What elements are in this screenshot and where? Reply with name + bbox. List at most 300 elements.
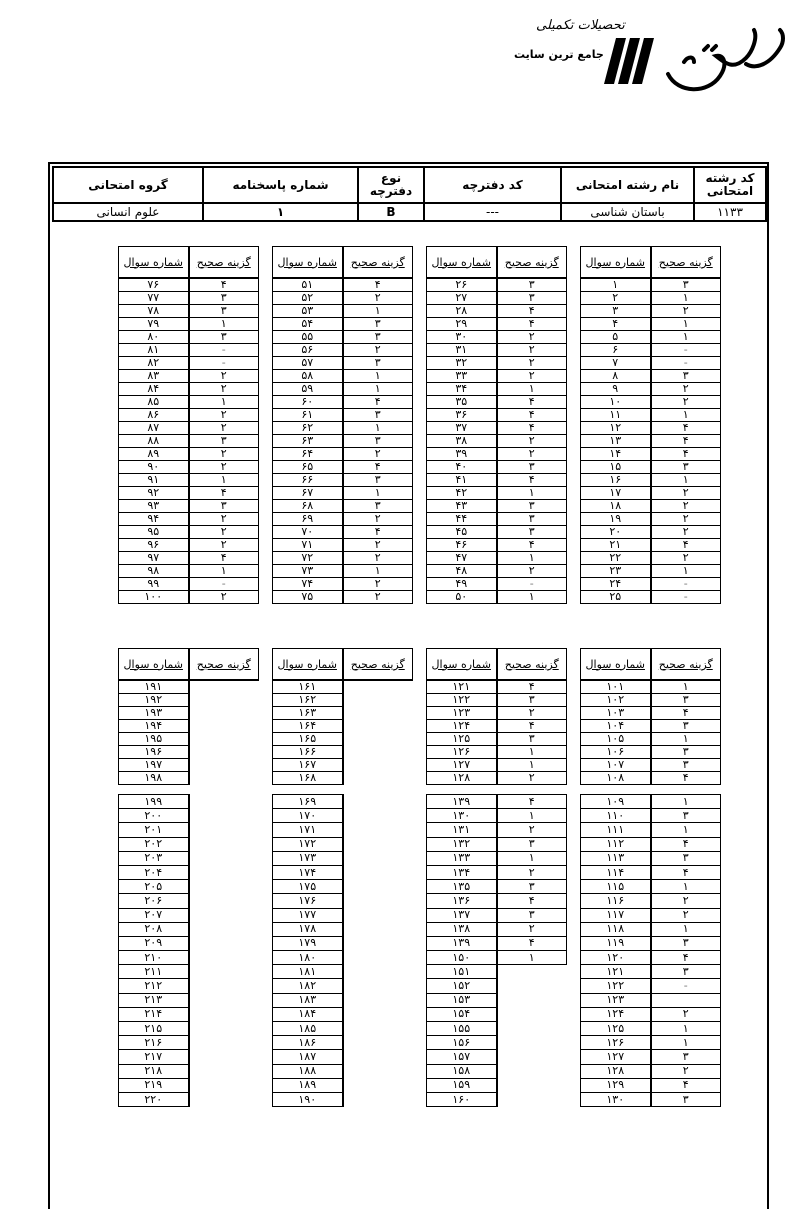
value-answer-sheet-number: ۱ <box>203 203 358 221</box>
question-number-cell: ۲۱۳ <box>119 993 189 1007</box>
column-gap <box>413 809 427 823</box>
answer-row <box>119 908 721 922</box>
question-number-cell: ۴۹ <box>427 578 497 591</box>
col-header-correct-answer-label: گزینه صحیح <box>350 255 405 269</box>
column-gap <box>413 880 427 894</box>
question-number-cell: ۱۹۲ <box>119 694 189 707</box>
logo-tagline: جامع ترین سایت <box>514 48 604 61</box>
column-gap <box>413 865 427 879</box>
column-gap <box>413 292 427 305</box>
column-gap <box>413 278 427 292</box>
column-gap <box>259 880 273 894</box>
correct-answer-cell <box>189 733 259 746</box>
label-booklet-code: کد دفترچه <box>424 167 561 203</box>
question-number-cell: ۵۵ <box>273 331 343 344</box>
correct-answer-cell <box>189 865 259 879</box>
column-gap <box>259 965 273 979</box>
question-number-cell: ۱۱۶ <box>581 894 651 908</box>
correct-answer-cell: ۲ <box>497 772 567 785</box>
correct-answer-cell: ۲ <box>343 344 413 357</box>
column-gap <box>567 865 581 879</box>
question-number-cell: ۱۷ <box>581 487 651 500</box>
correct-answer-cell: ۴ <box>189 487 259 500</box>
question-number-cell: ۱۱۴ <box>581 865 651 879</box>
question-number-cell: ۱۳۰ <box>427 809 497 823</box>
correct-answer-cell <box>343 733 413 746</box>
correct-answer-cell: ۲ <box>497 448 567 461</box>
correct-answer-cell: ۱ <box>189 396 259 409</box>
column-gap <box>567 1036 581 1050</box>
question-number-cell: ۱۸۷ <box>273 1050 343 1064</box>
column-gap <box>567 435 581 448</box>
col-header-question-number-label: شماره سوال <box>585 255 645 269</box>
column-gap <box>259 795 273 809</box>
question-number-cell: ۴ <box>581 318 651 331</box>
correct-answer-cell <box>189 851 259 865</box>
correct-answer-cell: ۴ <box>497 894 567 908</box>
correct-answer-cell: ۴ <box>343 526 413 539</box>
column-gap <box>413 649 427 681</box>
correct-answer-cell: ۲ <box>497 435 567 448</box>
correct-answer-cell: ۲ <box>651 1007 721 1021</box>
column-gap <box>567 513 581 526</box>
column-gap <box>259 772 273 785</box>
column-gap <box>259 908 273 922</box>
question-number-cell: ۴۸ <box>427 565 497 578</box>
correct-answer-cell <box>497 1036 567 1050</box>
column-gap <box>413 936 427 950</box>
correct-answer-cell: ۱ <box>651 292 721 305</box>
column-gap <box>259 680 273 694</box>
col-header-correct-answer <box>651 247 721 279</box>
value-booklet-code: --- <box>424 203 561 221</box>
question-number-cell: ۱۷۰ <box>273 809 343 823</box>
question-number-cell: ۹ <box>581 383 651 396</box>
correct-answer-cell: ۲ <box>497 331 567 344</box>
correct-answer-cell: ۴ <box>189 552 259 565</box>
question-number-cell: ۲۰۸ <box>119 922 189 936</box>
column-gap <box>259 500 273 513</box>
correct-answer-cell: ۲ <box>189 448 259 461</box>
correct-answer-cell: ۲ <box>189 513 259 526</box>
correct-answer-cell <box>343 1007 413 1021</box>
answer-row <box>119 591 721 604</box>
column-gap <box>259 357 273 370</box>
col-header-correct-answer <box>343 649 413 681</box>
column-gap <box>259 865 273 879</box>
question-number-cell: ۱۲۴ <box>427 720 497 733</box>
column-gap <box>413 383 427 396</box>
col-header-correct-answer <box>497 649 567 681</box>
correct-answer-cell: ۲ <box>651 526 721 539</box>
column-gap <box>259 435 273 448</box>
question-number-cell: ۲۰۰ <box>119 809 189 823</box>
correct-answer-cell: - <box>189 578 259 591</box>
col-header-question-number <box>119 247 189 279</box>
correct-answer-cell: ۱ <box>651 409 721 422</box>
correct-answer-cell: ۳ <box>343 331 413 344</box>
correct-answer-cell: ۳ <box>651 720 721 733</box>
col-header-question-number-label: شماره سوال <box>431 657 491 671</box>
question-number-cell: ۲۱۸ <box>119 1064 189 1078</box>
question-number-cell: ۱۵۷ <box>427 1050 497 1064</box>
correct-answer-cell <box>497 1078 567 1092</box>
correct-answer-cell: ۲ <box>189 539 259 552</box>
question-number-cell: ۲۳ <box>581 565 651 578</box>
question-number-cell: ۸۴ <box>119 383 189 396</box>
answer-row <box>119 894 721 908</box>
correct-answer-cell: ۲ <box>651 908 721 922</box>
question-number-cell: ۹۳ <box>119 500 189 513</box>
question-number-cell: ۱۵۱ <box>427 965 497 979</box>
correct-answer-cell: ۳ <box>497 461 567 474</box>
question-number-cell: ۱۱۷ <box>581 908 651 922</box>
correct-answer-cell <box>343 993 413 1007</box>
question-number-cell: ۶۱ <box>273 409 343 422</box>
answer-row <box>119 795 721 809</box>
correct-answer-cell: ۱ <box>651 823 721 837</box>
question-number-cell: ۹۱ <box>119 474 189 487</box>
column-gap <box>413 733 427 746</box>
column-gap <box>413 1092 427 1106</box>
correct-answer-cell: ۱ <box>497 591 567 604</box>
question-number-cell: ۲۱۲ <box>119 979 189 993</box>
correct-answer-cell <box>189 1007 259 1021</box>
answer-row <box>119 357 721 370</box>
question-number-cell: ۱۰۳ <box>581 707 651 720</box>
correct-answer-cell: ۴ <box>497 795 567 809</box>
correct-answer-cell <box>497 1092 567 1106</box>
column-gap <box>259 318 273 331</box>
answer-row <box>119 1078 721 1092</box>
column-gap <box>259 292 273 305</box>
correct-answer-cell <box>189 720 259 733</box>
column-gap <box>567 552 581 565</box>
column-gap <box>567 278 581 292</box>
value-booklet-type: B <box>358 203 424 221</box>
question-number-cell: ۲ <box>581 292 651 305</box>
correct-answer-cell: ۲ <box>343 578 413 591</box>
column-gap <box>567 979 581 993</box>
question-number-cell: ۱۷۷ <box>273 908 343 922</box>
question-number-cell: ۱۸۹ <box>273 1078 343 1092</box>
correct-answer-cell: ۱ <box>189 318 259 331</box>
sanjesh-logo-icon <box>488 24 788 100</box>
col-header-question-number <box>427 247 497 279</box>
correct-answer-cell: ۴ <box>497 539 567 552</box>
question-number-cell: ۷۱ <box>273 539 343 552</box>
answer-row <box>119 979 721 993</box>
answer-row <box>119 759 721 772</box>
answer-block-2 <box>118 648 721 785</box>
column-gap <box>567 746 581 759</box>
answer-row <box>119 278 721 292</box>
column-gap <box>413 795 427 809</box>
col-header-question-number <box>273 649 343 681</box>
question-number-cell: ۴۴ <box>427 513 497 526</box>
column-gap <box>259 474 273 487</box>
question-number-cell: ۱۲۰ <box>581 951 651 965</box>
answer-row <box>119 772 721 785</box>
correct-answer-cell: ۳ <box>497 733 567 746</box>
correct-answer-cell: ۳ <box>651 461 721 474</box>
correct-answer-cell: ۱ <box>497 383 567 396</box>
correct-answer-cell: ۱ <box>651 880 721 894</box>
correct-answer-cell: ۴ <box>497 680 567 694</box>
question-number-cell: ۱۹۱ <box>119 680 189 694</box>
col-header-question-number <box>581 247 651 279</box>
correct-answer-cell: ۳ <box>651 936 721 950</box>
question-number-cell: ۸۲ <box>119 357 189 370</box>
column-gap <box>567 720 581 733</box>
col-header-question-number-label: شماره سوال <box>123 255 183 269</box>
answer-row <box>119 880 721 894</box>
correct-answer-cell: ۳ <box>651 694 721 707</box>
correct-answer-cell: ۲ <box>343 292 413 305</box>
column-gap <box>259 951 273 965</box>
column-gap <box>413 894 427 908</box>
question-number-cell: ۳۵ <box>427 396 497 409</box>
question-number-cell: ۱۳۸ <box>427 922 497 936</box>
column-gap <box>413 487 427 500</box>
column-gap <box>567 965 581 979</box>
question-number-cell: ۱۸۴ <box>273 1007 343 1021</box>
question-number-cell: ۱۵۴ <box>427 1007 497 1021</box>
column-gap <box>259 396 273 409</box>
column-gap <box>567 461 581 474</box>
label-answer-sheet-number: شماره پاسخنامه <box>203 167 358 203</box>
correct-answer-cell: ۳ <box>497 880 567 894</box>
correct-answer-cell: ۱ <box>497 951 567 965</box>
question-number-cell: ۱۳۳ <box>427 851 497 865</box>
column-gap <box>413 1022 427 1036</box>
question-number-cell: ۶۷ <box>273 487 343 500</box>
column-gap <box>567 694 581 707</box>
column-gap <box>259 993 273 1007</box>
correct-answer-cell: ۳ <box>651 965 721 979</box>
correct-answer-cell: ۲ <box>189 383 259 396</box>
col-header-correct-answer <box>189 649 259 681</box>
correct-answer-cell: ۱ <box>189 474 259 487</box>
correct-answer-cell: ۴ <box>497 396 567 409</box>
correct-answer-cell: ۴ <box>651 422 721 435</box>
correct-answer-cell: ۱ <box>343 305 413 318</box>
correct-answer-cell: ۳ <box>651 851 721 865</box>
question-number-cell: ۴۷ <box>427 552 497 565</box>
column-gap <box>259 851 273 865</box>
answer-row <box>119 409 721 422</box>
column-gap <box>259 979 273 993</box>
question-number-cell: ۳۰ <box>427 331 497 344</box>
correct-answer-cell <box>189 694 259 707</box>
col-header-question-number-label: شماره سوال <box>277 657 337 671</box>
correct-answer-cell: - <box>189 344 259 357</box>
question-number-cell: ۵۱ <box>273 278 343 292</box>
column-gap <box>413 951 427 965</box>
question-number-cell: ۲۸ <box>427 305 497 318</box>
column-gap <box>413 370 427 383</box>
correct-answer-cell: ۴ <box>343 396 413 409</box>
question-number-cell: ۱۳۹ <box>427 795 497 809</box>
col-header-question-number-label: شماره سوال <box>431 255 491 269</box>
column-gap <box>413 993 427 1007</box>
correct-answer-cell: ۲ <box>189 422 259 435</box>
column-gap <box>413 318 427 331</box>
question-number-cell: ۱۳۱ <box>427 823 497 837</box>
question-number-cell: ۱۵ <box>581 461 651 474</box>
col-header-question-number-label: شماره سوال <box>123 657 183 671</box>
question-number-cell: ۲۱۴ <box>119 1007 189 1021</box>
column-gap <box>567 851 581 865</box>
column-gap <box>259 1050 273 1064</box>
question-number-cell: ۱۹ <box>581 513 651 526</box>
column-gap <box>413 526 427 539</box>
question-number-cell: ۹۹ <box>119 578 189 591</box>
correct-answer-cell <box>497 1064 567 1078</box>
correct-answer-cell <box>343 1022 413 1036</box>
correct-answer-cell <box>189 837 259 851</box>
question-number-cell: ۸۱ <box>119 344 189 357</box>
column-gap <box>567 837 581 851</box>
value-field-code: ۱۱۳۳ <box>694 203 766 221</box>
question-number-cell: ۱ <box>581 278 651 292</box>
column-gap <box>259 487 273 500</box>
answer-row <box>119 1007 721 1021</box>
question-number-cell: ۸۳ <box>119 370 189 383</box>
correct-answer-cell: - <box>651 578 721 591</box>
correct-answer-cell: ۳ <box>651 759 721 772</box>
correct-answer-cell <box>189 759 259 772</box>
correct-answer-cell <box>189 707 259 720</box>
column-gap <box>259 578 273 591</box>
answer-row <box>119 965 721 979</box>
question-number-cell: ۵۲ <box>273 292 343 305</box>
value-exam-group: علوم انسانی <box>53 203 203 221</box>
correct-answer-cell: ۲ <box>651 894 721 908</box>
question-number-cell: ۲۱۱ <box>119 965 189 979</box>
correct-answer-cell: ۱ <box>651 795 721 809</box>
question-number-cell: ۱۹۸ <box>119 772 189 785</box>
correct-answer-cell <box>343 894 413 908</box>
answer-row <box>119 344 721 357</box>
col-header-correct-answer-label: گزینه صحیح <box>196 255 251 269</box>
answer-row <box>119 565 721 578</box>
correct-answer-cell: ۲ <box>189 409 259 422</box>
question-number-cell: ۹۸ <box>119 565 189 578</box>
col-header-correct-answer-label: گزینه صحیح <box>350 657 405 671</box>
correct-answer-cell <box>343 965 413 979</box>
question-number-cell: ۶۴ <box>273 448 343 461</box>
correct-answer-cell <box>189 979 259 993</box>
column-gap <box>413 396 427 409</box>
correct-answer-cell: ۳ <box>497 513 567 526</box>
correct-answer-cell <box>189 809 259 823</box>
question-number-cell: ۷۰ <box>273 526 343 539</box>
question-number-cell: ۵۴ <box>273 318 343 331</box>
question-number-cell: ۴۶ <box>427 539 497 552</box>
correct-answer-cell: ۲ <box>651 500 721 513</box>
answer-row <box>119 707 721 720</box>
column-gap <box>413 474 427 487</box>
column-gap <box>259 383 273 396</box>
column-gap <box>413 578 427 591</box>
column-gap <box>259 591 273 604</box>
answer-row <box>119 318 721 331</box>
question-number-cell: ۱۲۳ <box>427 707 497 720</box>
question-number-cell: ۲۰۵ <box>119 880 189 894</box>
correct-answer-cell: ۲ <box>497 370 567 383</box>
correct-answer-cell: ۱ <box>343 422 413 435</box>
question-number-cell: ۲۱۶ <box>119 1036 189 1050</box>
correct-answer-cell: ۱ <box>343 565 413 578</box>
question-number-cell: ۱۳۲ <box>427 837 497 851</box>
column-gap <box>259 1036 273 1050</box>
question-number-cell: ۱۰۸ <box>581 772 651 785</box>
question-number-cell: ۲۰۷ <box>119 908 189 922</box>
answer-row <box>119 370 721 383</box>
correct-answer-cell <box>343 951 413 965</box>
correct-answer-cell <box>497 993 567 1007</box>
answer-row <box>119 746 721 759</box>
question-number-cell: ۱۹۷ <box>119 759 189 772</box>
correct-answer-cell: ۲ <box>497 922 567 936</box>
question-number-cell: ۱۲۲ <box>581 979 651 993</box>
column-gap <box>259 448 273 461</box>
question-number-cell: ۱۱۱ <box>581 823 651 837</box>
question-number-cell: ۹۴ <box>119 513 189 526</box>
correct-answer-cell: ۲ <box>189 591 259 604</box>
question-number-cell: ۲۰ <box>581 526 651 539</box>
column-gap <box>567 759 581 772</box>
column-gap <box>413 759 427 772</box>
column-gap <box>259 526 273 539</box>
answer-row <box>119 1050 721 1064</box>
column-gap <box>567 500 581 513</box>
correct-answer-cell <box>189 1050 259 1064</box>
correct-answer-cell <box>651 993 721 1007</box>
question-number-cell: ۱۷۲ <box>273 837 343 851</box>
question-number-cell: ۱۲۷ <box>427 759 497 772</box>
correct-answer-cell: ۴ <box>343 278 413 292</box>
answer-row <box>119 487 721 500</box>
correct-answer-cell: ۴ <box>497 409 567 422</box>
column-gap <box>567 1092 581 1106</box>
correct-answer-cell <box>343 795 413 809</box>
column-gap <box>567 409 581 422</box>
correct-answer-cell <box>343 823 413 837</box>
question-number-cell: ۱۰۹ <box>581 795 651 809</box>
answer-row <box>119 578 721 591</box>
correct-answer-cell <box>189 936 259 950</box>
question-number-cell: ۲۲ <box>581 552 651 565</box>
correct-answer-cell <box>189 746 259 759</box>
correct-answer-cell <box>343 865 413 879</box>
question-number-cell: ۱۲۷ <box>581 1050 651 1064</box>
correct-answer-cell: ۴ <box>651 951 721 965</box>
correct-answer-cell: ۴ <box>497 422 567 435</box>
question-number-cell: ۱۱۲ <box>581 837 651 851</box>
col-header-question-number <box>119 649 189 681</box>
question-number-cell: ۸۵ <box>119 396 189 409</box>
column-gap <box>413 565 427 578</box>
column-gap <box>567 526 581 539</box>
correct-answer-cell: ۲ <box>497 344 567 357</box>
correct-answer-cell: ۱ <box>497 851 567 865</box>
question-number-cell: ۱۲۵ <box>427 733 497 746</box>
correct-answer-cell: ۴ <box>189 278 259 292</box>
correct-answer-cell: ۳ <box>651 278 721 292</box>
col-header-correct-answer-label: گزینه صحیح <box>504 657 559 671</box>
